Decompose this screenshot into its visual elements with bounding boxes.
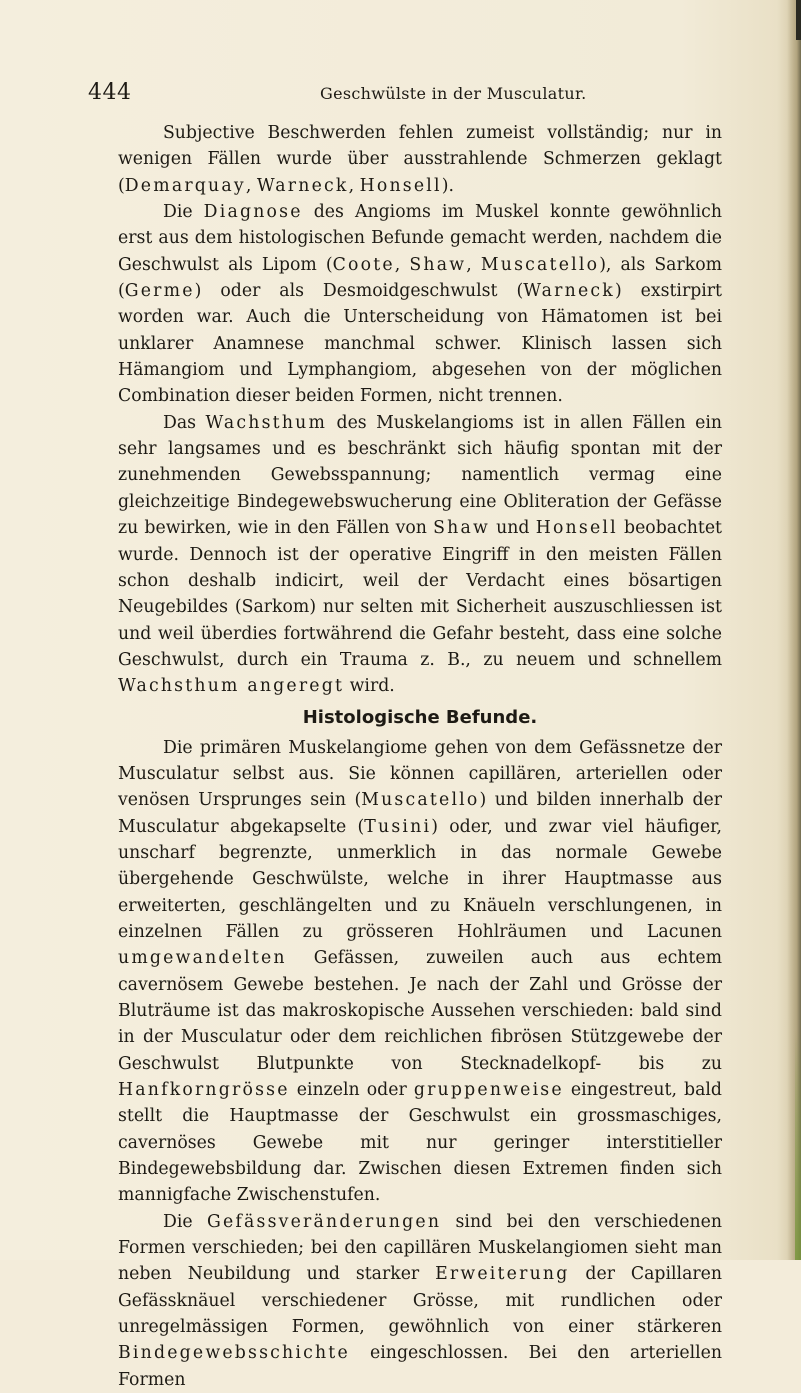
author-name: Muscatello	[480, 254, 600, 275]
emphasized-term: Erweiterung	[435, 1264, 570, 1285]
author-name: Germe	[124, 281, 195, 302]
author-name: Shaw	[433, 518, 490, 539]
page-corner-mark	[796, 0, 801, 40]
paragraph-vessel-changes: Die Gefässveränderungen sind bei den verschiedenen Formen verschieden; bei den capillären Muskelangiomen sieht man neben Neubildung und starker Erweiterung der Capillaren Gefässknäuel verschiedener Grösse, mit rundlichen oder unregelmässigen Formen, gewöhnlich von einer stärkeren Bindegewebsschichte eingeschlossen. Bei den arteriellen Formen	[118, 1211, 722, 1390]
paragraph-subjective-complaints: Subjective Beschwerden fehlen zumeist vollständig; nur in wenigen Fällen wurde über ausstrahlende Schmerzen geklagt (Demarquay, Warneck, Honsell).	[118, 123, 722, 196]
paragraph-diagnosis: Die Diagnose des Angioms im Muskel konnte gewöhnlich erst aus dem histologischen Befunde gemacht werden, nachdem die Geschwulst als Lipom (Coote, Shaw, Muscatello), als Sarkom (Germe) oder als Desmoidgeschwulst (Warneck) exstirpirt worden war. Auch die Unterscheidung von Hämatomen ist bei unklarer Anamnese manchmal schwer. Klinisch lassen sich Hämangiom und Lymphangiom, abgesehen von der möglichen Combination dieser beiden Formen, nicht trennen.	[118, 202, 723, 407]
emphasized-term: Gefässveränderungen	[206, 1211, 442, 1232]
author-name: Muscatello	[361, 790, 480, 811]
page-edge-stain	[795, 1030, 801, 1260]
author-name: Demarquay	[124, 175, 246, 196]
emphasized-term: gruppenweise	[413, 1080, 564, 1101]
emphasized-term: umgewandelten	[118, 948, 287, 969]
emphasized-term: Wachsthum	[205, 412, 328, 433]
body-text	[118, 120, 722, 1393]
page-number: 444	[88, 80, 132, 105]
emphasized-term: Hanfkorngrösse	[118, 1080, 290, 1101]
author-name: Warneck	[523, 281, 615, 302]
emphasized-term: Wachsthum angeregt	[118, 676, 345, 697]
author-name: Warneck	[256, 175, 349, 196]
emphasized-term: Diagnose	[203, 202, 303, 223]
section-heading: Histologische Befunde.	[302, 706, 538, 728]
author-name: Shaw	[409, 254, 467, 275]
paragraph-histology: Die primären Muskelangiome gehen von dem Gefässnetze der Musculatur selbst aus. Sie können capillären, arteriellen oder venösen Ursprunges sein (Muscatello) und bilden innerhalb der Musculatur abgekapselte (Tusini) oder, und zwar viel häufiger, unscharf begrenzte, unmerklich in das normale Gewebe übergehende Geschwülste, welche in ihrer Hauptmasse aus erweiterten, geschlängelten und zu Knäueln verschlungenen, in einzelnen Fällen zu grösseren Hohlräumen und Lacunen umgewandelten Gefässen, zuweilen auch aus echtem cavernösem Gewebe bestehen. Je nach der Zahl und Grösse der Bluträume ist das makroskopische Aussehen verschieden: bald sind in der Musculatur oder dem reichlichen fibrösen Stützgewebe der Geschwulst Blutpunkte von Stecknadelkopf- bis zu Hanfkorngrösse einzeln oder gruppenweise eingestreut, bald stellt die Hauptmasse der Geschwulst ein grossmaschiges, cavernöses Gewebe mit nur geringer interstitieller Bindegewebsbildung dar. Zwischen diesen Extremen finden sich mannigfache Zwischenstufen.	[118, 737, 722, 1206]
author-name: Coote	[332, 254, 395, 275]
emphasized-term: Bindegewebsschichte	[118, 1343, 350, 1364]
author-name: Honsell	[359, 175, 442, 196]
paragraph-growth: Das Wachsthum des Muskelangioms ist in allen Fällen ein sehr langsames und es beschränkt sich häufig spontan mit der zunehmenden Gewebsspannung; namentlich vermag eine gleichzeitige Bindegewebswucherung eine Obliteration der Gefässe zu bewirken, wie in den Fällen von Shaw und Honsell beobachtet wurde. Dennoch ist der operative Eingriff in den meisten Fällen schon deshalb indicirt, weil der Verdacht eines bösartigen Neugebildes (Sarkom) nur selten mit Sicherheit auszuschliessen ist und weil überdies fortwährend die Gefahr besteht, dass eine solche Geschwulst, durch ein Trauma z. B., zu neuem und schnellem Wachsthum angeregt wird.	[118, 412, 723, 697]
author-name: Tusini	[364, 816, 432, 837]
author-name: Honsell	[535, 518, 618, 539]
running-head: Geschwülste in der Musculatur.	[320, 84, 587, 103]
page-header	[88, 80, 728, 110]
